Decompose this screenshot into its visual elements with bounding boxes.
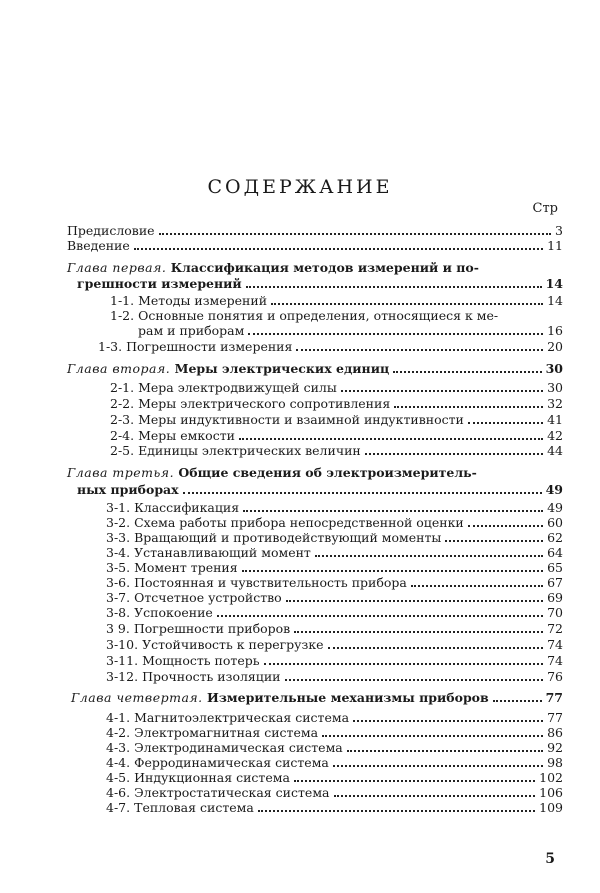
section-page: 14	[547, 293, 563, 308]
section-number: 1-1.	[110, 293, 135, 308]
section-title: Меры индуктивности и взаимной индуктивности	[138, 412, 464, 427]
section-title: Индукционная система	[134, 770, 290, 785]
section-number: 2-3.	[110, 412, 135, 427]
section-title: Магнитоэлектрическая система	[134, 710, 350, 725]
section-number: 3-12.	[106, 669, 139, 684]
section-page: 109	[539, 800, 563, 815]
section-entry	[106, 785, 563, 800]
section-title: Успокоение	[134, 605, 213, 620]
section-title: рам и приборам	[138, 323, 245, 338]
section-page: 69	[547, 590, 563, 605]
section-number: 4-2.	[106, 725, 131, 740]
section-number: 3-10.	[106, 637, 139, 652]
toc-entry-page: 3	[555, 223, 563, 238]
section-number: 4-4.	[106, 755, 131, 770]
section-page: 16	[547, 323, 563, 338]
toc-entry-page: 11	[547, 238, 563, 253]
section-number: 3-6.	[106, 575, 131, 590]
section-page: 65	[547, 560, 563, 575]
section-title: Схема работы прибора непосредственной оценки	[134, 515, 464, 530]
section-page: 44	[547, 443, 563, 458]
section-page: 76	[547, 669, 563, 684]
chapter-title-line: грешности измерений	[77, 276, 242, 291]
section-title: Погрешности измерения	[126, 339, 293, 354]
section-entry	[106, 530, 563, 545]
section-number: 2-5.	[110, 443, 135, 458]
section-page: 106	[539, 785, 563, 800]
section-number: 3-2.	[106, 515, 131, 530]
chapter-title	[67, 465, 563, 480]
section-page: 70	[547, 605, 563, 620]
chapter-title-line: Меры электрических единиц	[174, 361, 390, 376]
section-entry	[106, 770, 563, 785]
toc-entry	[67, 223, 563, 238]
section-title: Устойчивость к перегрузке	[142, 637, 324, 652]
section-entry	[106, 637, 563, 652]
section-title: Отсчетное устройство	[134, 590, 282, 605]
section-title: Электростатическая система	[134, 785, 330, 800]
chapter-page: 77	[545, 690, 563, 705]
section-number: 3-3.	[106, 530, 131, 545]
section-number: 4-6.	[106, 785, 131, 800]
chapter-page: 30	[545, 361, 563, 376]
section-number: 2-1.	[110, 380, 135, 395]
section-title: Основные понятия и определения, относящиеся к ме-	[138, 308, 499, 323]
section-entry	[110, 443, 563, 458]
section-page: 77	[547, 710, 563, 725]
section-entry-continued	[138, 323, 563, 338]
chapter-title-continued	[77, 276, 563, 291]
section-title: Ферродинамическая система	[134, 755, 329, 770]
section-entry	[106, 590, 563, 605]
section-number: 1-3.	[98, 339, 123, 354]
section-page: 74	[547, 653, 563, 668]
section-number: 3-11.	[106, 653, 139, 668]
section-title: Электродинамическая система	[134, 740, 343, 755]
section-page: 102	[539, 770, 563, 785]
section-page: 41	[547, 412, 563, 427]
section-number: 4-7.	[106, 800, 131, 815]
section-page: 42	[547, 428, 563, 443]
section-title: Постоянная и чувствительность прибора	[134, 575, 407, 590]
chapter-label: Глава третья.	[67, 465, 175, 480]
toc-entry	[67, 238, 563, 253]
page-column-label: Стр	[532, 201, 558, 216]
section-title: Меры электрического сопротивления	[138, 396, 391, 411]
section-number: 1-2.	[110, 308, 135, 323]
page-number: 5	[545, 851, 555, 867]
section-entry	[110, 396, 563, 411]
section-entry	[106, 500, 563, 515]
section-entry	[106, 545, 563, 560]
section-entry	[106, 621, 563, 636]
section-entry	[106, 605, 563, 620]
section-page: 64	[547, 545, 563, 560]
chapter-label: Глава четвертая.	[71, 690, 203, 705]
section-page: 98	[547, 755, 563, 770]
section-entry	[98, 339, 563, 354]
chapter-title-line: ных приборах	[77, 482, 179, 497]
toc-heading: СОДЕРЖАНИЕ	[207, 176, 393, 198]
section-page: 62	[547, 530, 563, 545]
chapter-title	[67, 361, 563, 376]
section-page: 60	[547, 515, 563, 530]
section-title: Погрешности приборов	[133, 621, 291, 636]
toc-entry-title: Предисловие	[67, 223, 155, 238]
section-title: Момент трения	[134, 560, 238, 575]
section-page: 30	[547, 380, 563, 395]
section-number: 3-7.	[106, 590, 131, 605]
section-entry	[106, 725, 563, 740]
section-page: 32	[547, 396, 563, 411]
section-entry	[110, 380, 563, 395]
section-title: Тепловая система	[134, 800, 254, 815]
section-page: 49	[547, 500, 563, 515]
section-entry	[106, 575, 563, 590]
section-entry	[110, 428, 563, 443]
chapter-title-line: Измерительные механизмы приборов	[207, 690, 489, 705]
chapter-title	[67, 260, 563, 275]
chapter-title-line: Общие сведения об электроизмеритель-	[178, 465, 477, 480]
toc-entry-title: Введение	[67, 238, 130, 253]
section-number: 4-1.	[106, 710, 131, 725]
section-entry	[106, 740, 563, 755]
section-entry	[106, 653, 563, 668]
section-title: Электромагнитная система	[134, 725, 319, 740]
chapter-label: Глава первая.	[67, 260, 167, 275]
section-number: 3-8.	[106, 605, 131, 620]
chapter-title	[71, 690, 563, 705]
section-title: Вращающий и противодействующий моменты	[134, 530, 442, 545]
section-entry	[106, 560, 563, 575]
section-title: Мера электродвижущей силы	[138, 380, 337, 395]
section-page: 86	[547, 725, 563, 740]
section-entry	[110, 412, 563, 427]
chapter-page: 49	[545, 482, 563, 497]
section-number: 4-5.	[106, 770, 131, 785]
section-entry	[110, 293, 563, 308]
section-entry	[106, 515, 563, 530]
section-number: 4-3.	[106, 740, 131, 755]
section-page: 67	[547, 575, 563, 590]
section-number: 3 9.	[106, 621, 130, 636]
chapter-title-continued	[77, 482, 563, 497]
section-title: Устанавливающий момент	[134, 545, 311, 560]
section-number: 2-4.	[110, 428, 135, 443]
section-title: Классификация	[134, 500, 240, 515]
section-entry	[106, 669, 563, 684]
section-page: 74	[547, 637, 563, 652]
chapter-label: Глава вторая.	[67, 361, 171, 376]
chapter-title-line: Классификация методов измерений и по-	[170, 260, 479, 275]
chapter-page: 14	[545, 276, 563, 291]
section-page: 72	[547, 621, 563, 636]
section-entry	[106, 710, 563, 725]
section-page: 20	[547, 339, 563, 354]
section-number: 3-1.	[106, 500, 131, 515]
section-entry	[106, 800, 563, 815]
section-title: Методы измерений	[138, 293, 268, 308]
section-entry	[106, 755, 563, 770]
section-number: 3-5.	[106, 560, 131, 575]
section-page: 92	[547, 740, 563, 755]
section-title: Единицы электрических величин	[138, 443, 361, 458]
section-title: Меры емкости	[138, 428, 235, 443]
section-number: 2-2.	[110, 396, 135, 411]
section-title: Прочность изоляции	[142, 669, 281, 684]
section-title: Мощность потерь	[142, 653, 260, 668]
section-entry	[110, 308, 563, 323]
section-number: 3-4.	[106, 545, 131, 560]
